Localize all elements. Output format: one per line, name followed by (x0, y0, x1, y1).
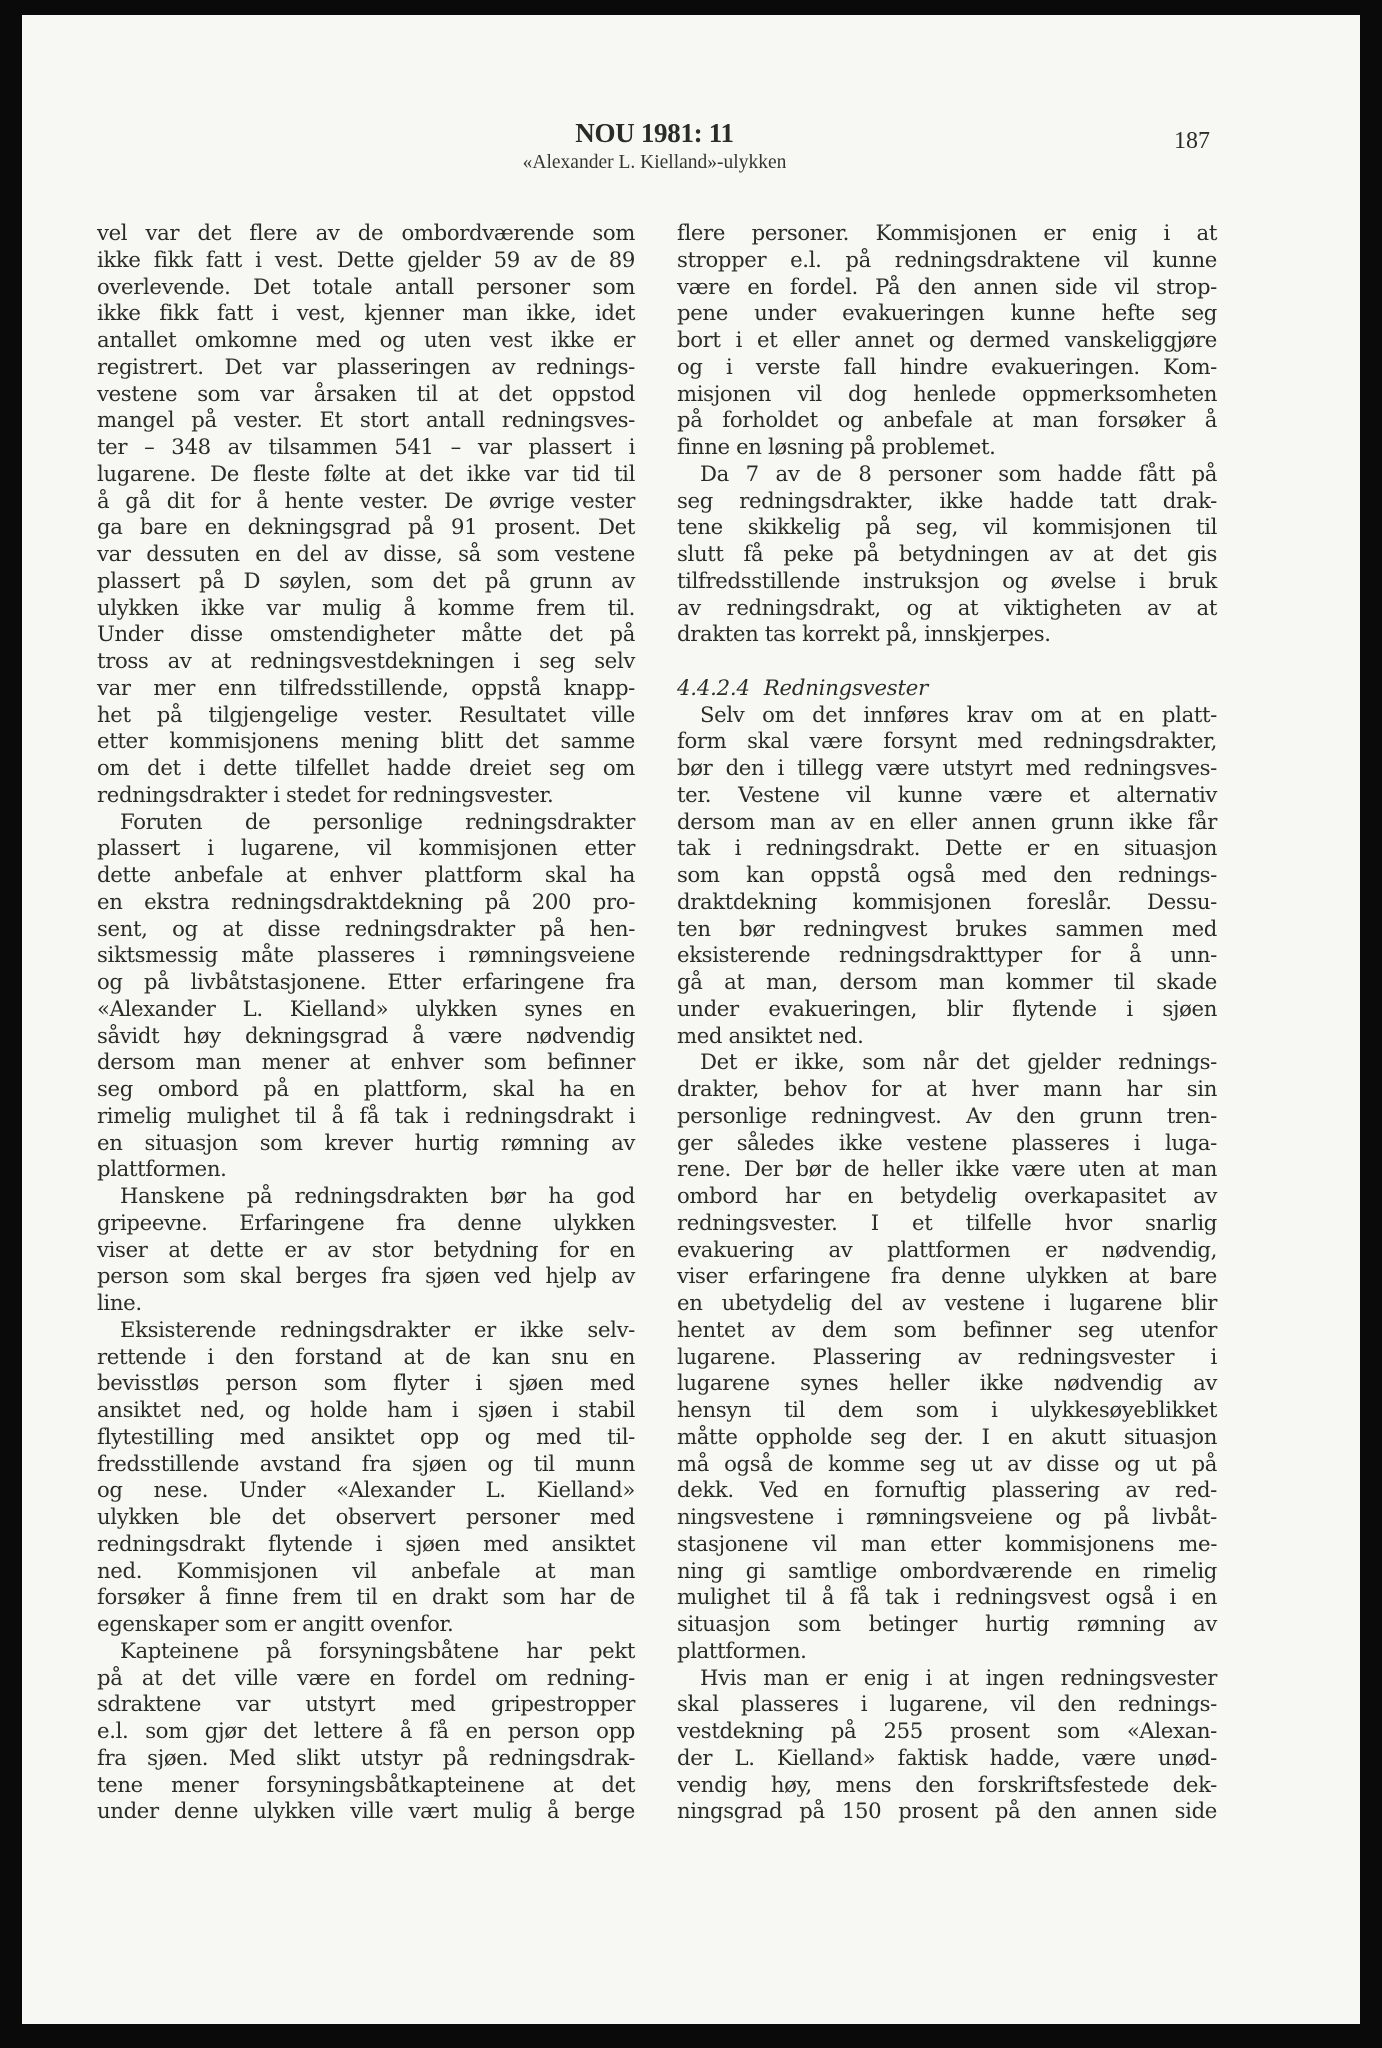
text-line: Hanskene på redningsdrakten bør ha god (120, 1183, 635, 1208)
text-line: siktsmessig måte plasseres i rømningsveiene (97, 942, 635, 968)
text-line: på forholdet og anbefale at man forsøker å (677, 407, 1217, 433)
text-line: må også de komme seg ut av disse og ut på (677, 1450, 1217, 1476)
text-line: bort i et eller annet og dermed vanskeliggjøre (677, 327, 1217, 352)
text-line: sent, og at disse redningsdrakter på hen- (97, 915, 635, 941)
text-line: Selv om det innføres krav om at en platt- (700, 701, 1217, 727)
text-line: måtte oppholde seg der. I en akutt situasjon (677, 1423, 1217, 1449)
text-line: stasjonene vil man etter kommisjonens me- (677, 1530, 1217, 1556)
text-line: om det i dette tilfellet hadde dreiet seg om (97, 755, 635, 780)
right-column (677, 220, 1217, 1825)
text-line: tene mener forsyningsbåtkapteinene at det (97, 1771, 635, 1797)
text-line: bør den i tillegg være utstyrt med redningsves- (677, 755, 1217, 780)
text-line: mulighet til å få tak i redningsvest også i en (677, 1584, 1217, 1610)
text-line: redningsvester. I et tilfelle hvor snarlig (677, 1209, 1217, 1235)
text-line: der L. Kielland» faktisk hadde, være unød- (677, 1744, 1217, 1770)
document-subtitle: «Alexander L. Kielland»-ulykken (522, 152, 787, 173)
text-line: og på livbåtstasjonene. Etter erfaringene fra (97, 969, 635, 994)
text-line: gripeevne. Erfaringene fra denne ulykken (97, 1209, 635, 1235)
document-page (22, 15, 1360, 2024)
text-line: etter kommisjonens mening blitt det samme (97, 728, 635, 754)
text-line: lugarene. De fleste følte at det ikke var tid til (97, 460, 635, 486)
text-line: plattformen. (97, 1156, 227, 1182)
text-line: Det er ikke, som når det gjelder rednings- (700, 1049, 1217, 1075)
paragraph (97, 1183, 635, 1317)
text-line: tilfredsstillende instruksjon og øvelse i bruk (677, 567, 1217, 593)
text-line: pene under evakueringen kunne hefte seg (677, 300, 1217, 326)
text-line: ansiktet ned, og holde ham i sjøen i stabil (97, 1397, 635, 1422)
left-column (97, 220, 635, 1825)
text-line: misjonen vil dog henlede oppmerksomheten (677, 380, 1217, 406)
text-line: ter. Vestene vil kunne være et alternativ (677, 781, 1217, 807)
text-line: som kan oppstå også med den rednings- (677, 862, 1217, 887)
text-line: ningsvestene i rømningsveiene og på livbåt- (677, 1504, 1217, 1529)
text-line: het på tilgjengelige vester. Resultatet ville (97, 701, 635, 727)
text-line: rimelig mulighet til å få tak i redningsdrakt i (97, 1102, 635, 1128)
text-line: Hvis man er enig i at ingen redningsvester (700, 1664, 1217, 1690)
text-line: ger således ikke vestene plasseres i luga- (677, 1129, 1217, 1155)
text-line: fra sjøen. Med slikt utstyr på redningsdrak- (97, 1744, 635, 1770)
text-line: redningsdrakt flytende i sjøen med ansiktet (97, 1530, 635, 1556)
text-line: dette anbefale at enhver plattform skal ha (97, 862, 635, 887)
text-line: tene skikkelig på seg, vil kommisjonen til (677, 514, 1217, 540)
text-line: gå at man, dersom man kommer til skade (677, 969, 1217, 994)
text-line: form skal være forsynt med redningsdrakter, (677, 728, 1217, 754)
document-id: NOU 1981: 11 (575, 118, 734, 148)
text-line: på at det ville være en fordel om redning- (97, 1664, 635, 1690)
section-heading (677, 675, 1217, 702)
text-line: flytestilling med ansiktet opp og med til- (97, 1423, 635, 1449)
text-line: ulykken ikke var mulig å komme frem til. (97, 594, 635, 620)
text-line: ulykken ble det observert personer med (97, 1504, 635, 1529)
text-line: såvidt høy dekningsgrad å være nødvendig (97, 1022, 635, 1048)
text-line: draktdekning kommisjonen foreslår. Dessu- (677, 888, 1217, 914)
text-line: rene. Der bør de heller ikke være uten at man (677, 1156, 1217, 1182)
text-line: ten bør redningvest brukes sammen med (677, 915, 1217, 941)
paragraph (97, 220, 635, 809)
text-line: dersom man av en eller annen grunn ikke får (677, 808, 1217, 834)
text-line: seg ombord på en plattform, skal ha en (97, 1076, 635, 1101)
text-line: Eksisterende redningsdrakter er ikke selv- (120, 1316, 635, 1342)
text-line: sdraktene var utstyrt med gripestropper (97, 1691, 635, 1717)
text-line: med ansiktet ned. (677, 1022, 864, 1048)
text-line: person som skal berges fra sjøen ved hjelp av (97, 1263, 635, 1289)
text-line: å gå dit for å hente vester. De øvrige vester (97, 487, 635, 513)
text-line: ombord har en betydelig overkapasitet av (677, 1183, 1217, 1208)
paragraph (677, 702, 1217, 1050)
text-line: egenskaper som er angitt ovenfor. (97, 1611, 454, 1636)
text-line: og i verste fall hindre evakueringen. Kom- (677, 353, 1217, 379)
paragraph (677, 461, 1217, 648)
text-line: dekk. Ved en fornuftig plassering av red- (677, 1477, 1217, 1503)
text-line: Kapteinene på forsyningsbåtene har pekt (120, 1637, 635, 1663)
text-line: være en fordel. På den annen side vil strop- (677, 273, 1217, 299)
text-line: lugarene synes heller ikke nødvendig av (677, 1370, 1217, 1396)
text-line: var mer enn tilfredsstillende, oppstå knapp- (97, 674, 635, 700)
text-line: vestene som var årsaken til at det oppstod (97, 380, 635, 406)
text-line: finne en løsning på problemet. (677, 434, 996, 459)
text-line: vestdekning på 255 prosent som «Alexan- (677, 1718, 1217, 1743)
paragraph (97, 1638, 635, 1825)
text-line: redningsdrakter i stedet for redningsvester. (97, 781, 554, 807)
text-line: vel var det flere av de ombordværende som (97, 220, 635, 245)
text-line: bevisstløs person som flyter i sjøen med (97, 1370, 635, 1396)
text-line: ikke fikk fatt i vest. Dette gjelder 59 av de 89 (97, 246, 635, 272)
right-column-after-heading (677, 702, 1217, 1826)
paragraph (677, 1049, 1217, 1664)
paragraph (677, 1665, 1217, 1826)
text-line: tak i redningsdrakt. Dette er en situasjon (677, 835, 1217, 861)
section-number: 4.4.2.4 (677, 674, 750, 700)
text-line: stropper e.l. på redningsdraktene vil kunne (677, 246, 1217, 272)
text-line: ned. Kommisjonen vil anbefale at man (97, 1557, 635, 1583)
text-line: ning gi samtlige ombordværende en rimelig (677, 1557, 1217, 1583)
text-line: line. (97, 1290, 142, 1315)
text-line: og nese. Under «Alexander L. Kielland» (97, 1477, 635, 1503)
text-line: flere personer. Kommisjonen er enig i at (677, 220, 1217, 245)
text-line: en ekstra redningsdraktdekning på 200 pro- (97, 888, 635, 914)
text-line: under evakueringen, blir flytende i sjøen (677, 995, 1217, 1021)
text-line: en ubetydelig del av vestene i lugarene blir (677, 1290, 1217, 1315)
text-line: registrert. Det var plasseringen av rednings- (97, 353, 635, 379)
text-line: drakten tas korrekt på, innskjerpes. (677, 621, 1051, 647)
text-line: mangel på vester. Et stort antall redningsves- (97, 407, 635, 433)
paragraph (97, 1317, 635, 1638)
text-line: «Alexander L. Kielland» ulykken synes en (97, 995, 635, 1021)
text-line: viser at dette er av stor betydning for en (97, 1236, 635, 1262)
text-line: plattformen. (677, 1637, 807, 1663)
text-line: var dessuten en del av disse, så som vestene (97, 541, 635, 566)
text-line: e.l. som gjør det lettere å få en person opp (97, 1718, 635, 1743)
text-line: ter – 348 av tilsammen 541 – var plassert i (97, 434, 635, 459)
text-line: plassert i lugarene, vil kommisjonen etter (97, 835, 635, 861)
text-line: forsøker å finne frem til en drakt som har de (97, 1584, 635, 1610)
text-line: ga bare en dekningsgrad på 91 prosent. Det (97, 514, 635, 540)
text-line: hensyn til dem som i ulykkesøyeblikket (677, 1397, 1217, 1422)
text-line: ikke fikk fatt i vest, kjenner man ikke, idet (97, 300, 635, 326)
text-line: viser erfaringene fra denne ulykken at bare (677, 1263, 1217, 1289)
section-title: Redningsvester (763, 674, 929, 700)
text-line: situasjon som betinger hurtig rømning av (677, 1611, 1217, 1636)
text-line: under denne ulykken ville vært mulig å berge (97, 1798, 635, 1824)
text-line: personlige redningvest. Av den grunn tren- (677, 1102, 1217, 1128)
text-line: skal plasseres i lugarene, vil den rednings- (677, 1691, 1217, 1717)
text-line: lugarene. Plassering av redningsvester i (677, 1343, 1217, 1369)
text-line: Da 7 av de 8 personer som hadde fått på (700, 460, 1217, 486)
text-line: Foruten de personlige redningsdrakter (120, 808, 635, 834)
right-column-before-heading (677, 220, 1217, 648)
text-line: drakter, behov for at hver mann har sin (677, 1076, 1217, 1101)
text-line: eksisterende redningsdrakttyper for å unn- (677, 942, 1217, 968)
text-line: seg redningsdrakter, ikke hadde tatt drak- (677, 487, 1217, 513)
text-line: av redningsdrakt, og at viktigheten av at (677, 594, 1217, 620)
section-spacer (677, 648, 1217, 675)
text-line: evakuering av plattformen er nødvendig, (677, 1236, 1217, 1262)
text-line: ningsgrad på 150 prosent på den annen side (677, 1798, 1217, 1824)
text-line: hentet av dem som befinner seg utenfor (677, 1316, 1217, 1342)
text-line: rettende i den forstand at de kan snu en (97, 1343, 635, 1369)
page-number: 187 (1174, 128, 1210, 154)
text-line: slutt få peke på betydningen av at det gis (677, 541, 1217, 566)
text-line: fredsstillende avstand fra sjøen og til munn (97, 1450, 635, 1476)
paragraph (97, 809, 635, 1184)
text-line: antallet omkomne med og uten vest ikke er (97, 327, 635, 352)
text-line: plassert på D søylen, som det på grunn av (97, 567, 635, 593)
text-line: vendig høy, mens den forskriftsfestede dek- (677, 1771, 1217, 1797)
text-line: en situasjon som krever hurtig rømning av (97, 1129, 635, 1155)
text-line: overlevende. Det totale antall personer som (97, 273, 635, 299)
paragraph (677, 220, 1217, 461)
text-line: dersom man mener at enhver som befinner (97, 1049, 635, 1075)
text-line: tross av at redningsvestdekningen i seg selv (97, 648, 635, 673)
text-line: Under disse omstendigheter måtte det på (97, 621, 635, 647)
